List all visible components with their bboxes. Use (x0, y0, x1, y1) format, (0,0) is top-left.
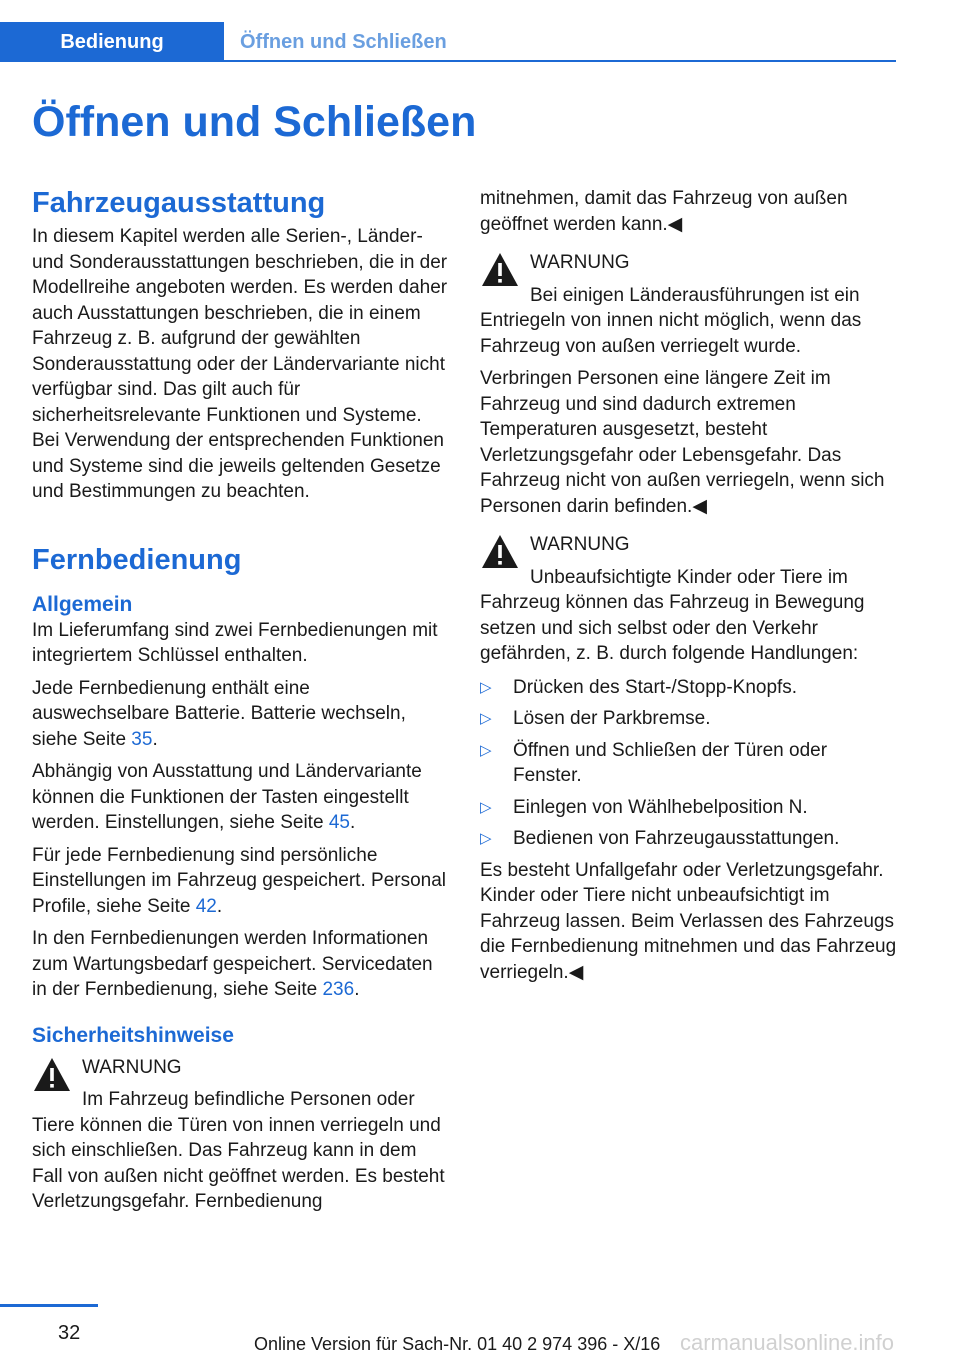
warning-box-3 (480, 532, 898, 667)
triangle-bullet-icon: ▷ (480, 798, 492, 816)
triangle-bullet-icon: ▷ (480, 741, 492, 759)
list-item: ▷ Öffnen und Schließen der Türen oder Fenster. (480, 739, 828, 786)
heading-sicherheitshinweise: Sicherheitshinweise (32, 1023, 234, 1047)
link-page-42[interactable]: 42 (195, 895, 217, 917)
warning-box-1 (32, 1055, 450, 1215)
list-item: ▷ Drücken des Start-/Stopp-Knopfs. (480, 675, 898, 701)
warning-triangle-icon (480, 532, 520, 572)
paragraph-allgemein-2: Jede Fernbedienung enthält eine auswechselbare Batterie. Batterie wechseln, siehe Seite 35. (32, 677, 406, 750)
footer-divider (0, 1304, 98, 1307)
paragraph-allgemein-1: Im Lieferumfang sind zwei Fernbedienungen mit integriertem Schlüssel enthalten. (32, 619, 438, 666)
triangle-bullet-icon: ▷ (480, 710, 492, 727)
paragraph-continuation: mitnehmen, damit das Fahrzeug von außen geöffnet werden kann.◀ (480, 188, 848, 235)
warning-triangle-icon (32, 1055, 72, 1095)
paragraph-final: Es besteht Unfallgefahr oder Verletzungsgefahr. Kinder oder Tiere nicht unbeaufsichtigt im Fahrzeug lassen. Beim Verlassen des Fahrzeugs die Fernbedienung mitnehmen und das Fahrzeug verriegeln.◀ (480, 859, 897, 983)
online-version-text: Online Version für Sach-Nr. 01 40 2 974 396 - X/16 (254, 1334, 661, 1354)
warning-box-2 (480, 250, 898, 359)
chapter-header (0, 22, 447, 62)
paragraph-allgemein-4: Für jede Fernbedienung sind persönliche Einstellungen im Fahrzeug gespeichert. Personal Profile, siehe Seite 42. (32, 844, 447, 917)
list-item: ▷ Lösen der Parkbremse. (480, 706, 898, 732)
watermark: carmanualsonline.info (680, 1330, 895, 1355)
left-column (32, 186, 450, 1215)
warning-title-3: WARNUNG (530, 534, 630, 555)
tab-bedienung[interactable]: Bedienung (0, 22, 224, 62)
paragraph-ausstattung: In diesem Kapitel werden alle Serien-, Länder- und Sonderausstattungen beschrieben, die in der Modellreihe angeboten werden. Es werden daher auch Ausstattungen beschrieben, die in einem Fahrzeug z. B. aufgrund der gewählten Sonderausstattung oder der Ländervariante nicht verfügbar sind. Das gilt auch für sicherheitsrelevante Funktionen und Systeme. Bei Verwendung der entsprechenden Funktionen und Systeme sind die jeweils geltenden Gesetze und Bestimmungen zu beachten. (32, 226, 448, 502)
right-column (480, 186, 898, 985)
warning-text-1: Im Fahrzeug befindliche Personen oder Tiere können die Türen von innen verriegeln und sich einschließen. Das Fahrzeug kann in dem Fall von außen nicht geöffnet werden. Es besteht Verletzungsgefahr. Fernbedienung (32, 1089, 445, 1212)
triangle-bullet-icon: ▷ (480, 678, 492, 696)
warning-triangle-icon (480, 250, 520, 290)
paragraph-warning-2b: Verbringen Personen eine längere Zeit im Fahrzeug und sind dadurch extremen Temperaturen ausgesetzt, besteht Verletzungsgefahr oder Lebensgefahr. Das Fahrzeug nicht von außen verriegeln, wenn sich Personen darin befinden.◀ (480, 368, 885, 517)
paragraph-allgemein-3: Abhängig von Ausstattung und Ländervariante können die Funktionen der Tasten eingestellt werden. Einstellungen, siehe Seite 45. (32, 761, 422, 833)
warning-title-1: WARNUNG (82, 1056, 182, 1078)
heading-fernbedienung: Fernbedienung (32, 543, 242, 576)
paragraph-allgemein-5: In den Fernbedienungen werden Informationen zum Wartungsbedarf gespeichert. Servicedaten in der Fernbedienung, siehe Seite 236. (32, 928, 433, 1000)
heading-fahrzeugausstattung: Fahrzeugausstattung (32, 187, 326, 219)
warning-text-3: Unbeaufsichtigte Kinder oder Tiere im Fahrzeug können das Fahrzeug in Bewegung setzen und sich selbst oder den Verkehr gefährden, z. B. durch folgende Handlungen: (480, 566, 865, 664)
bullet-list (480, 675, 898, 852)
list-item: ▷ Bedienen von Fahrzeugausstattungen. (480, 826, 898, 852)
page-number: 32 (58, 1322, 81, 1344)
tab-oeffnen-schliessen[interactable]: Öffnen und Schließen (240, 30, 447, 53)
warning-text-2: Bei einigen Länderausführungen ist ein Entriegeln von innen nicht möglich, wenn das Fahrzeug von außen verriegelt wurde. (480, 284, 862, 357)
list-item: ▷ Einlegen von Wählhebelposition N. (480, 795, 898, 821)
heading-allgemein: Allgemein (32, 592, 133, 616)
link-page-45[interactable]: 45 (328, 812, 350, 833)
link-page-35[interactable]: 35 (131, 728, 153, 750)
page-title: Öffnen und Schließen (32, 98, 477, 146)
link-page-236[interactable]: 236 (322, 979, 355, 1000)
triangle-bullet-icon: ▷ (480, 830, 492, 847)
warning-title-2: WARNUNG (530, 252, 630, 273)
header-divider (224, 60, 896, 62)
